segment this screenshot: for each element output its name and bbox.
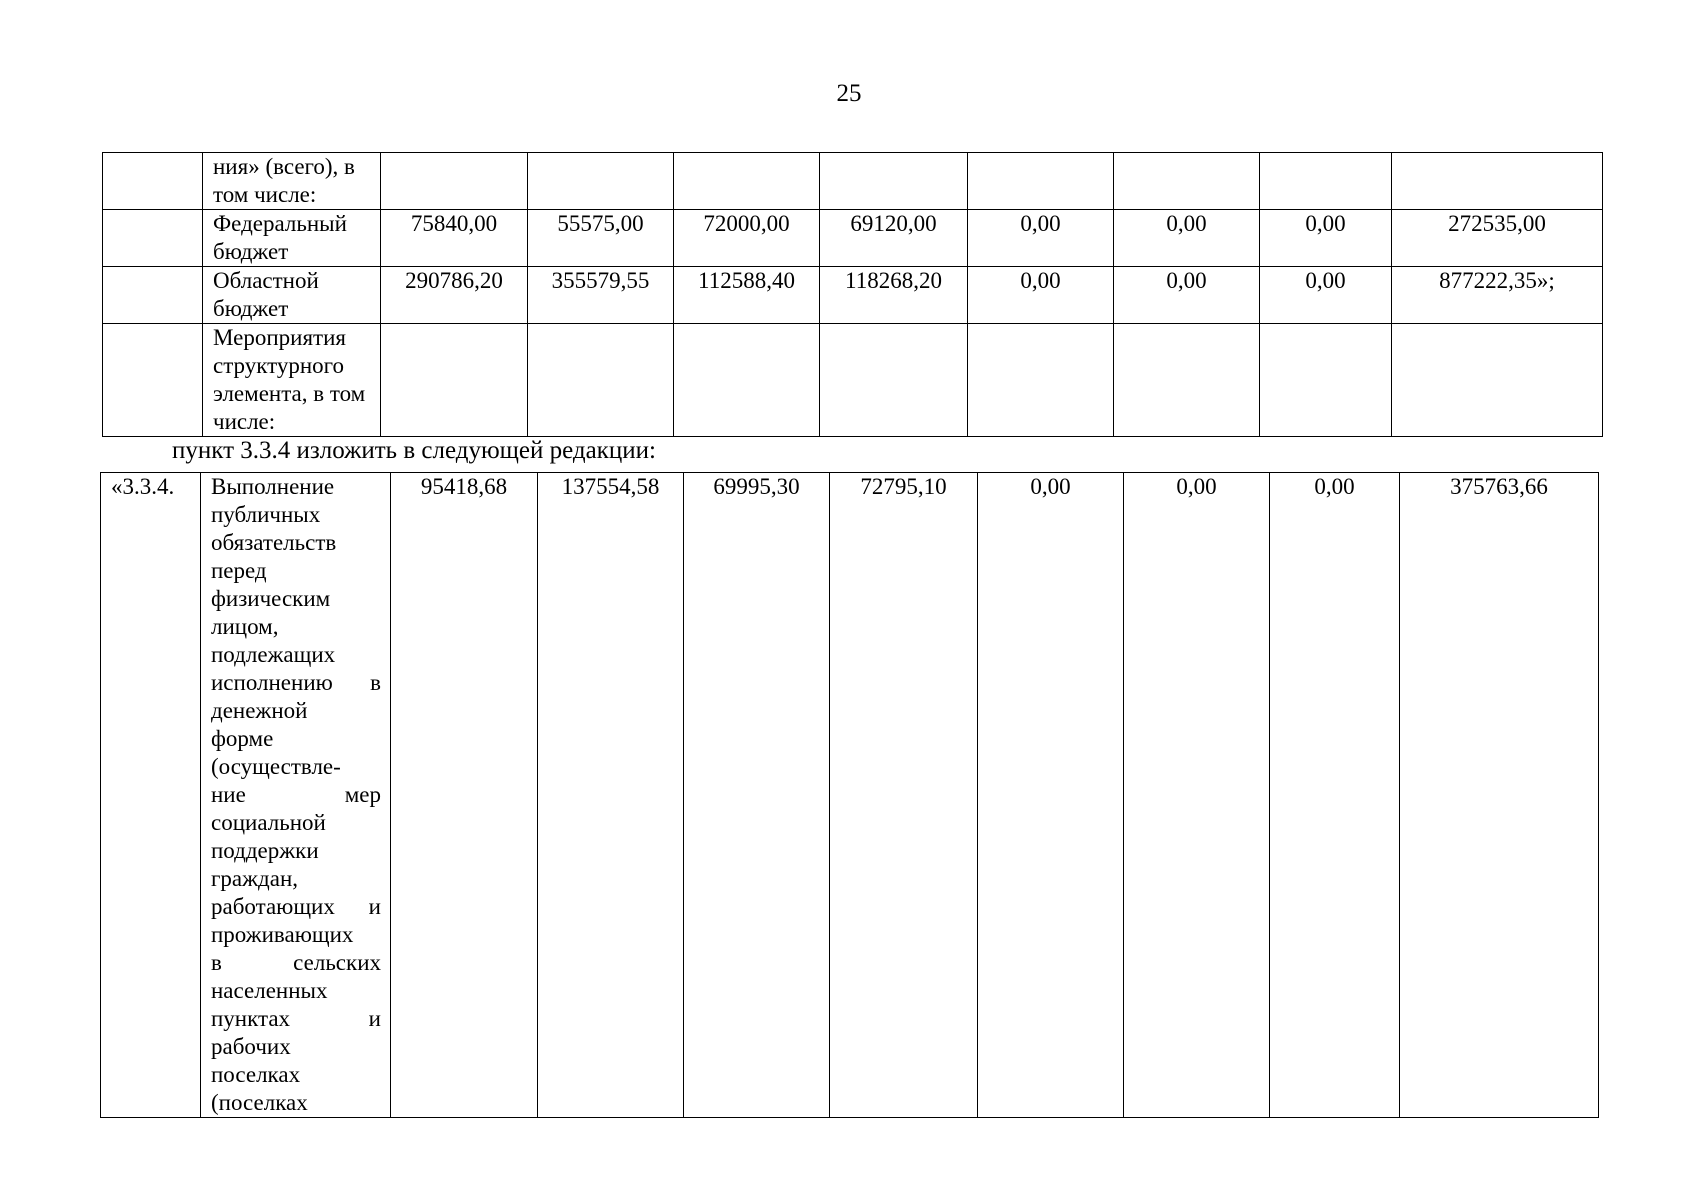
table-row [101, 473, 1599, 1118]
item-description-line: денежной [211, 698, 308, 723]
value-cell: 355579,55 [528, 267, 674, 324]
item-description-line: поддержки [211, 838, 319, 863]
item-description-line: поселках [211, 1062, 301, 1087]
value-cell: 0,00 [1114, 210, 1260, 267]
value-cell: 69995,30 [684, 473, 830, 1118]
item-description-line: (осуществле- [211, 754, 341, 779]
value-cell: 0,00 [1260, 267, 1392, 324]
value-cell: 118268,20 [820, 267, 968, 324]
item-description-line: работающих и [211, 894, 381, 919]
row-label-line: Областной [213, 268, 319, 293]
item-description-line: (поселках [211, 1090, 308, 1115]
value-cell: 112588,40 [674, 267, 820, 324]
item-description-line: исполнению в [211, 670, 381, 695]
item-description-line: граждан, [211, 866, 299, 891]
table-row [103, 324, 1603, 437]
value-cell: 0,00 [1270, 473, 1400, 1118]
value-cell [1260, 153, 1392, 210]
item-description-line: в сельских [211, 950, 381, 975]
value-cell: 72000,00 [674, 210, 820, 267]
item-description-line: обязательств [211, 530, 337, 555]
value-cell [674, 324, 820, 437]
row-label-cell [203, 210, 381, 267]
value-cell [381, 153, 528, 210]
row-number-cell [103, 210, 203, 267]
value-cell: 95418,68 [391, 473, 538, 1118]
item-number-cell: «3.3.4. [101, 473, 201, 1118]
value-cell [528, 324, 674, 437]
row-label-line: бюджет [213, 239, 289, 264]
row-label-line: Мероприятия [213, 325, 346, 350]
value-cell: 72795,10 [830, 473, 978, 1118]
row-label-line: элемента, в том [213, 381, 366, 406]
value-cell: 0,00 [968, 210, 1114, 267]
item-description-line: населенных [211, 978, 328, 1003]
value-cell [528, 153, 674, 210]
table-row [103, 153, 1603, 210]
value-cell: 0,00 [978, 473, 1124, 1118]
row-label-cell [203, 153, 381, 210]
item-description-line: лицом, [211, 614, 279, 639]
value-cell [968, 153, 1114, 210]
page-number: 25 [836, 80, 862, 107]
item-description-line: ние мер [211, 782, 381, 807]
total-value-cell: 375763,66 [1400, 473, 1599, 1118]
budget-table-item-3-3-4 [100, 472, 1599, 1118]
item-description-line: форме [211, 726, 274, 751]
row-label-line: структурного [213, 353, 345, 378]
total-value-cell: 877222,35»; [1392, 267, 1603, 324]
value-cell: 0,00 [1124, 473, 1270, 1118]
row-number-cell [103, 267, 203, 324]
item-description-line: проживающих [211, 922, 354, 947]
value-cell: 137554,58 [538, 473, 684, 1118]
table-row [103, 267, 1603, 324]
row-label-line: Федеральный [213, 211, 347, 236]
item-description-line: пунктах и [211, 1006, 381, 1031]
table-row [103, 210, 1603, 267]
item-description-line: социальной [211, 810, 326, 835]
item-description-line: подлежащих [211, 642, 336, 667]
item-description-line: рабочих [211, 1034, 291, 1059]
value-cell [1114, 324, 1260, 437]
row-label-line: бюджет [213, 296, 289, 321]
row-label-line: том числе: [213, 182, 317, 207]
row-label-cell [203, 324, 381, 437]
item-description-line: Выполнение [211, 474, 335, 499]
value-cell [820, 324, 968, 437]
value-cell: 0,00 [1260, 210, 1392, 267]
row-label-cell [203, 267, 381, 324]
item-description-line: публичных [211, 502, 321, 527]
amendment-instruction: пункт 3.3.4 изложить в следующей редакции: [172, 437, 656, 464]
item-description-line: перед [211, 558, 267, 583]
value-cell [381, 324, 528, 437]
value-cell [968, 324, 1114, 437]
total-value-cell: 272535,00 [1392, 210, 1603, 267]
item-description-line: физическим [211, 586, 331, 611]
item-description-cell [201, 473, 391, 1118]
value-cell: 69120,00 [820, 210, 968, 267]
value-cell: 55575,00 [528, 210, 674, 267]
value-cell: 0,00 [968, 267, 1114, 324]
row-number-cell [103, 324, 203, 437]
value-cell: 75840,00 [381, 210, 528, 267]
row-label-line: числе: [213, 409, 276, 434]
value-cell: 0,00 [1114, 267, 1260, 324]
total-value-cell [1392, 153, 1603, 210]
total-value-cell [1392, 324, 1603, 437]
budget-table-continuation [102, 152, 1603, 437]
value-cell [1260, 324, 1392, 437]
value-cell [1114, 153, 1260, 210]
value-cell [820, 153, 968, 210]
value-cell: 290786,20 [381, 267, 528, 324]
top-table-body [103, 153, 1603, 437]
value-cell [674, 153, 820, 210]
row-number-cell [103, 153, 203, 210]
row-label-line: ния» (всего), в [213, 154, 355, 179]
